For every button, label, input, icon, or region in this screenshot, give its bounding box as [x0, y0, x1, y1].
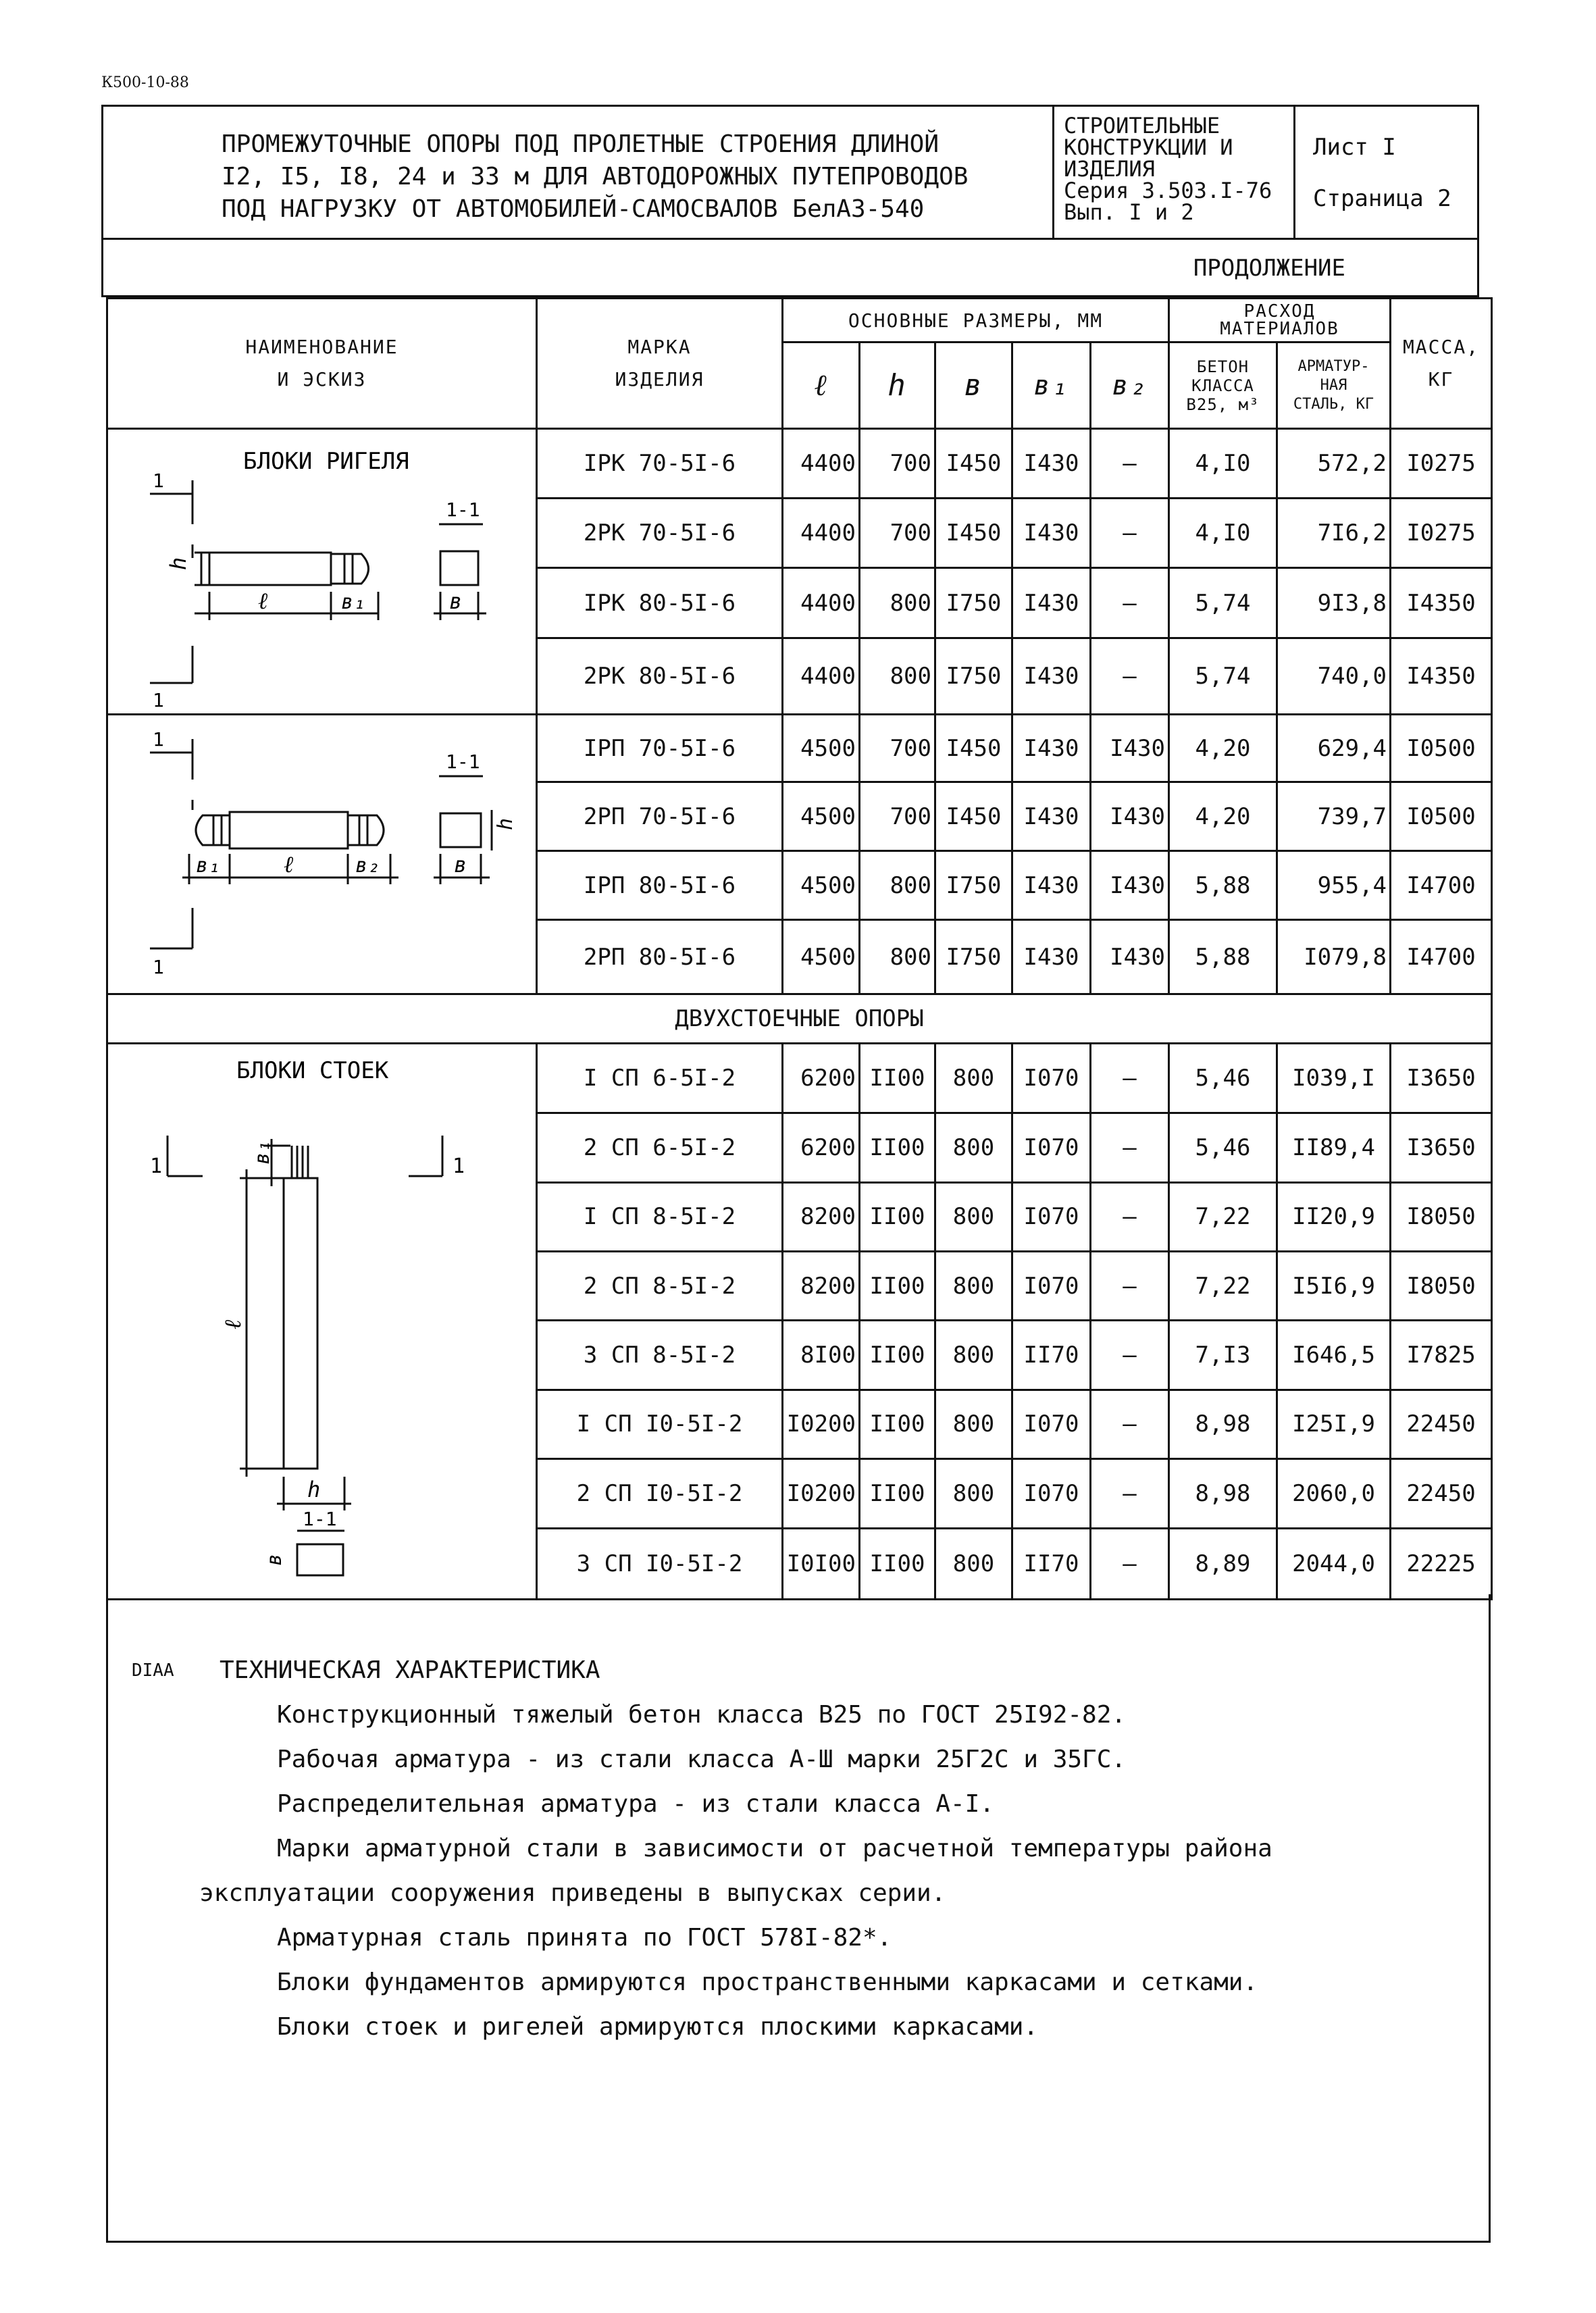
header-name: НАИМЕНОВАНИЕ И ЭСКИЗ	[107, 299, 537, 429]
series-info: СТРОИТЕЛЬНЫЕ КОНСТРУКЦИИ И ИЗДЕЛИЯ Серия 3.503.I-76 Вып. I и 2	[1052, 107, 1295, 238]
product-table: НАИМЕНОВАНИЕ И ЭСКИЗ МАРКА ИЗДЕЛИЯ ОСНОВНЫЕ РАЗМЕРЫ, ММ РАСХОД МАТЕРИАЛОВ МАССА, КГ ℓ h в в₁ в₂ БЕТОН КЛАССА В25, м³ АРМАТУР- НАЯ СТАЛЬ, КГ БЛОКИ РИГЕЛЯ 1 1-1 h ℓ в₁ в 1 IРК 70-5I-6 4400 700 I450 I430 – 4,I0 572,2 I0275 2РК 70-5I-6 4400 700 I450 I430 – 4,I0 7I6,2 I0275 IРК 80-5I-6 4400 800 I750 I430 – 5,74 9I3,8 I4350 2РК 80-5I-6 4400 800 I750 I430 – 5,74 740,0 I4350 1 1-1 в₁ ℓ в₂ в h 1 IРП 70-5I-6 4500 700 I450 I430 I430 4,20 629,4 I0500 2РП 70-5I-6 4500 700 I450 I430 I430 4,20 739,7 I0500 IРП 80-5I-6 4500 800 I750 I430 I430 5,88 955,4 I4700 2РП 80-5I-6 4500 800 I750 I430 I430 5,88 I079,8 I4700 ДВУХСТОЕЧНЫЕ ОПОРЫ БЛОКИ СТОЕК 1 1 в₁ ℓ h 1-1 в I СП 6-5I-2 6200 II00 800 I070 – 5,46 I039,I I3650 2 СП 6-5I-2 6200 II00 800 I070 – 5,46 II89,4 I3650 I СП 8-5I-2 8200 II00 800 I070 – 7,22 II20,9 I8050 2 СП 8-5I-2 8200 II00 800 I070 – 7,22 I5I6,9 I8050 3 СП 8-5I-2 8I00 II00 800 II70 – 7,I3 I646,5 I7825 I СП I0-5I-2 I0200 II00 800 I070 – 8,98 I25I,9 22450 2 СП I0-5I-2 I0200 II00 800 I070 – 8,98 2060,0 22450 3 СП I0-5I-2 I0I00 II00 800 II70 – 8,89 2044,0 22225	[106, 297, 1493, 1600]
continuation-bar	[101, 240, 1479, 297]
sketch-crossbar-blocks	[107, 429, 537, 715]
column-label: БЛОКИ СТОЕК	[236, 1057, 389, 1084]
table-row: 2РК 80-5I-6 4400 800 I750 I430 – 5,74 740,0 I4350	[107, 638, 1492, 714]
table-row: 2РП 70-5I-6 4500 700 I450 I430 I430 4,20 739,7 I0500	[107, 782, 1492, 851]
note-line: Арматурная сталь принята по ГОСТ 578I-82*.	[277, 1924, 892, 1952]
crossbar-double-sketch	[108, 715, 538, 992]
header-concrete: БЕТОН КЛАССА В25, м³	[1169, 342, 1277, 429]
column-sketch	[108, 1044, 538, 1598]
sketch-crossbar-double	[107, 715, 537, 994]
header-dim-l: ℓ	[783, 342, 860, 429]
svg-text:1: 1	[153, 728, 164, 751]
document-title: ПРОМЕЖУТОЧНЫЕ ОПОРЫ ПОД ПРОЛЕТНЫЕ СТРОЕНИЯ ДЛИНОЙ I2, I5, I8, 24 и 33 м ДЛЯ АВТОДОРОЖНЫХ ПУТЕПРОВОДОВ ПОД НАГРУЗКУ ОТ АВТОМОБИЛЕЙ-САМОСВАЛОВ БелАЗ-540	[222, 130, 969, 223]
header-mark: МАРКА ИЗДЕЛИЯ	[537, 299, 783, 429]
sketch-column-blocks	[107, 1044, 537, 1600]
crossbar-label: БЛОКИ РИГЕЛЯ	[243, 448, 409, 475]
table-row: I СП I0-5I-2 I0200 II00 800 I070 – 8,98 I25I,9 22450	[107, 1390, 1492, 1458]
table-cell-mark: IРК 70-5I-6	[537, 429, 783, 499]
svg-text:в: в	[454, 852, 467, 878]
svg-text:в₁: в₁	[196, 854, 221, 878]
note-line: Распределительная арматура - из стали класса А-I.	[277, 1790, 995, 1818]
svg-text:в₂: в₂	[355, 854, 380, 878]
svg-text:1: 1	[153, 469, 164, 492]
header-steel: АРМАТУР- НАЯ СТАЛЬ, КГ	[1277, 342, 1391, 429]
svg-text:1-1: 1-1	[303, 1508, 337, 1530]
section-row	[107, 994, 1492, 1044]
table-row: БЛОКИ СТОЕК 1 1 в₁ ℓ h 1-1 в I СП 6-5I-2 6200 II00 800 I070 – 5,46 I039,I I3650	[107, 1044, 1492, 1113]
header-materials: РАСХОД МАТЕРИАЛОВ	[1169, 299, 1391, 342]
header-dim-b1: в₁	[1012, 342, 1091, 429]
svg-text:в: в	[449, 588, 463, 614]
sheet-info	[1295, 107, 1479, 238]
document-code: К500-10-88	[101, 74, 189, 91]
svg-text:ℓ: ℓ	[220, 1319, 247, 1329]
table-row: 2 СП 8-5I-2 8200 II00 800 I070 – 7,22 I5I6,9 I8050	[107, 1252, 1492, 1321]
note-line: Марки арматурной стали в зависимости от расчетной температуры района	[277, 1835, 1272, 1862]
svg-text:1: 1	[153, 689, 164, 711]
table-row: I СП 8-5I-2 8200 II00 800 I070 – 7,22 II20,9 I8050	[107, 1182, 1492, 1251]
svg-text:h: h	[494, 817, 517, 830]
svg-text:h: h	[165, 557, 191, 570]
continuation-label: ПРОДОЛЖЕНИЕ	[1193, 255, 1345, 282]
note-line: эксплуатации сооружения приведены в выпусках серии.	[199, 1879, 946, 1907]
svg-text:1: 1	[453, 1154, 465, 1178]
svg-text:в₁: в₁	[341, 590, 366, 614]
table-row: 1 1-1 в₁ ℓ в₂ в h 1 IРП 70-5I-6 4500 700 I450 I430 I430 4,20 629,4 I0500	[107, 715, 1492, 782]
table-row: IРК 80-5I-6 4400 800 I750 I430 – 5,74 9I3,8 I4350	[107, 568, 1492, 638]
note-line: Блоки стоек и ригелей армируются плоскими каркасами.	[277, 2013, 1039, 2041]
header-dim-b: в	[935, 342, 1012, 429]
table-row: 2РП 80-5I-6 4500 800 I750 I430 I430 5,88 I079,8 I4700	[107, 920, 1492, 994]
sheet-number: Лист I	[1313, 134, 1396, 161]
section-title: ДВУХСТОЕЧНЫЕ ОПОРЫ	[107, 994, 1492, 1044]
table-row: 3 СП I0-5I-2 I0I00 II00 800 II70 – 8,89 2044,0 22225	[107, 1528, 1492, 1599]
svg-text:в₁: в₁	[251, 1140, 274, 1165]
technical-notes	[132, 1648, 1449, 2050]
svg-text:в: в	[263, 1553, 286, 1566]
notes-title: ТЕХНИЧЕСКАЯ ХАРАКТЕРИСТИКА	[220, 1656, 600, 1684]
note-line: Конструкционный тяжелый бетон класса В25 по ГОСТ 25I92-82.	[277, 1701, 1127, 1729]
note-line: Рабочая арматура - из стали класса А-Ш марки 25Г2С и 35ГС.	[277, 1746, 1127, 1773]
svg-text:ℓ: ℓ	[258, 588, 268, 615]
header-dim-h: h	[860, 342, 935, 429]
page-number: Страница 2	[1313, 185, 1451, 212]
table-row: 2РК 70-5I-6 4400 700 I450 I430 – 4,I0 7I6,2 I0275	[107, 499, 1492, 568]
table-row: IРП 80-5I-6 4500 800 I750 I430 I430 5,88 955,4 I4700	[107, 851, 1492, 920]
svg-text:1-1: 1-1	[446, 499, 480, 521]
notes-marker: DIAA	[132, 1660, 174, 1681]
svg-text:h: h	[307, 1477, 321, 1502]
header-dimensions: ОСНОВНЫЕ РАЗМЕРЫ, ММ	[783, 299, 1169, 342]
header-dim-b2: в₂	[1091, 342, 1169, 429]
title-block	[101, 105, 1479, 240]
svg-text:ℓ: ℓ	[284, 851, 294, 878]
header-mass: МАССА, КГ	[1391, 299, 1492, 429]
svg-text:1-1: 1-1	[446, 751, 480, 773]
svg-text:1: 1	[153, 956, 164, 978]
svg-text:1: 1	[150, 1154, 163, 1178]
table-row: 3 СП 8-5I-2 8I00 II00 800 II70 – 7,I3 I646,5 I7825	[107, 1321, 1492, 1390]
table-row: 2 СП 6-5I-2 6200 II00 800 I070 – 5,46 II89,4 I3650	[107, 1113, 1492, 1182]
note-line: Блоки фундаментов армируются пространственными каркасами и сетками.	[277, 1968, 1258, 1996]
table-row: 2 СП I0-5I-2 I0200 II00 800 I070 – 8,98 2060,0 22450	[107, 1459, 1492, 1528]
crossbar-sketch	[108, 430, 538, 713]
